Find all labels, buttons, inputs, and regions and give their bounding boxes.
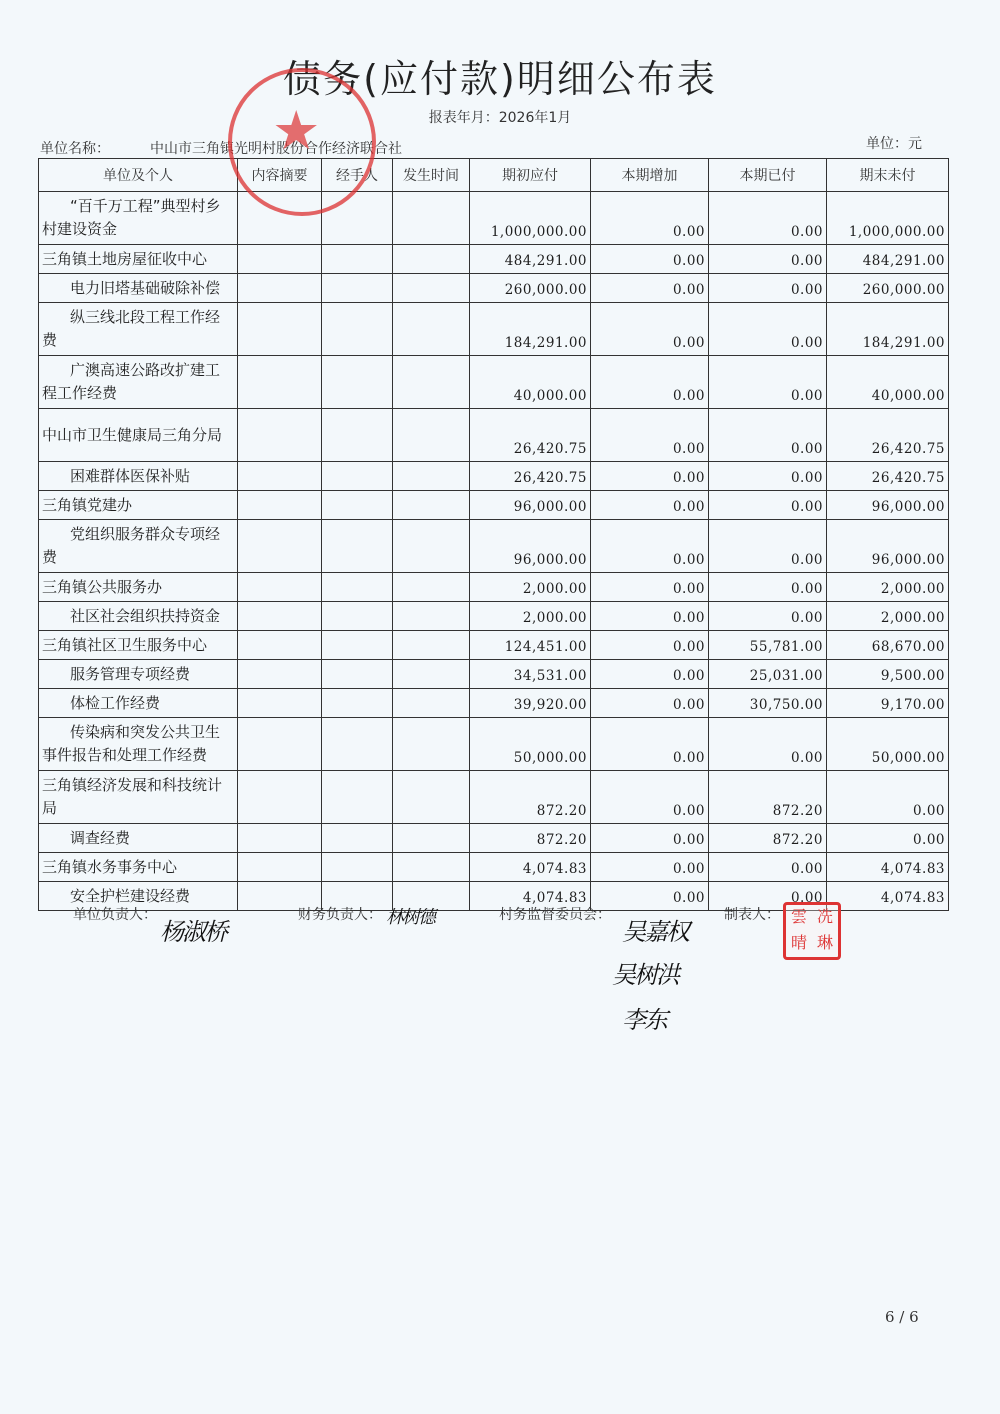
paid-cell: 0.00 bbox=[709, 409, 827, 462]
handler-cell bbox=[322, 771, 393, 824]
increase-cell: 0.00 bbox=[591, 274, 709, 303]
table-row bbox=[39, 245, 949, 274]
summary-cell bbox=[238, 192, 322, 245]
date-cell bbox=[393, 409, 470, 462]
date-cell bbox=[393, 631, 470, 660]
handler-cell bbox=[322, 718, 393, 771]
entity-cell: 广澳高速公路改扩建工程工作经费 bbox=[39, 356, 238, 409]
paid-cell: 0.00 bbox=[709, 853, 827, 882]
summary-cell bbox=[238, 631, 322, 660]
opening-cell: 4,074.83 bbox=[470, 882, 591, 911]
closing-cell: 2,000.00 bbox=[827, 573, 949, 602]
increase-cell: 0.00 bbox=[591, 303, 709, 356]
table-row bbox=[39, 853, 949, 882]
col-header-entity: 单位及个人 bbox=[39, 159, 238, 192]
closing-cell: 9,170.00 bbox=[827, 689, 949, 718]
handler-cell bbox=[322, 192, 393, 245]
date-cell bbox=[393, 573, 470, 602]
paid-cell: 0.00 bbox=[709, 491, 827, 520]
date-cell bbox=[393, 356, 470, 409]
table-row bbox=[39, 573, 949, 602]
period-label: 报表年月： bbox=[428, 110, 499, 126]
entity-cell: 三角镇经济发展和科技统计局 bbox=[39, 771, 238, 824]
paid-cell: 25,031.00 bbox=[709, 660, 827, 689]
entity-cell: 电力旧塔基础破除补偿 bbox=[39, 274, 238, 303]
preparer-seal-stamp bbox=[783, 902, 841, 960]
table-row bbox=[39, 303, 949, 356]
preparer-label: 制表人： bbox=[724, 907, 780, 923]
closing-cell: 0.00 bbox=[827, 824, 949, 853]
col-header-opening: 期初应付 bbox=[470, 159, 591, 192]
date-cell bbox=[393, 303, 470, 356]
handler-cell bbox=[322, 409, 393, 462]
col-header-increase: 本期增加 bbox=[591, 159, 709, 192]
entity-cell: 社区社会组织扶持资金 bbox=[39, 602, 238, 631]
handler-cell bbox=[322, 573, 393, 602]
opening-cell: 96,000.00 bbox=[470, 520, 591, 573]
unit-head-signature: 杨淑桥 bbox=[160, 918, 226, 946]
handler-cell bbox=[322, 356, 393, 409]
handler-cell bbox=[322, 660, 393, 689]
paid-cell: 0.00 bbox=[709, 245, 827, 274]
opening-cell: 4,074.83 bbox=[470, 853, 591, 882]
date-cell bbox=[393, 602, 470, 631]
opening-cell: 260,000.00 bbox=[470, 274, 591, 303]
summary-cell bbox=[238, 274, 322, 303]
supervision-label: 村务监督委员会： bbox=[499, 907, 611, 923]
opening-cell: 124,451.00 bbox=[470, 631, 591, 660]
increase-cell: 0.00 bbox=[591, 853, 709, 882]
paid-cell: 0.00 bbox=[709, 462, 827, 491]
entity-cell: 三角镇水务事务中心 bbox=[39, 853, 238, 882]
date-cell bbox=[393, 520, 470, 573]
opening-cell: 872.20 bbox=[470, 771, 591, 824]
handler-cell bbox=[322, 274, 393, 303]
handler-cell bbox=[322, 245, 393, 274]
increase-cell: 0.00 bbox=[591, 602, 709, 631]
table-row bbox=[39, 602, 949, 631]
closing-cell: 50,000.00 bbox=[827, 718, 949, 771]
supervision-committee bbox=[499, 904, 611, 924]
opening-cell: 34,531.00 bbox=[470, 660, 591, 689]
paid-cell: 872.20 bbox=[709, 771, 827, 824]
handler-cell bbox=[322, 824, 393, 853]
paid-cell: 0.00 bbox=[709, 303, 827, 356]
stamp-char: 冼 bbox=[816, 907, 833, 926]
increase-cell: 0.00 bbox=[591, 491, 709, 520]
summary-cell bbox=[238, 356, 322, 409]
handler-cell bbox=[322, 462, 393, 491]
unit-name-value: 中山市三角镇光明村股份合作经济联合社 bbox=[150, 141, 402, 157]
opening-cell: 1,000,000.00 bbox=[470, 192, 591, 245]
date-cell bbox=[393, 192, 470, 245]
entity-cell: 三角镇社区卫生服务中心 bbox=[39, 631, 238, 660]
closing-cell: 1,000,000.00 bbox=[827, 192, 949, 245]
supervision-signature-2: 吴树洪 bbox=[612, 961, 678, 989]
increase-cell: 0.00 bbox=[591, 462, 709, 491]
opening-cell: 484,291.00 bbox=[470, 245, 591, 274]
supervision-signature-3: 李东 bbox=[622, 1006, 666, 1034]
entity-cell: 党组织服务群众专项经费 bbox=[39, 520, 238, 573]
unit-name bbox=[40, 138, 402, 158]
table-row bbox=[39, 192, 949, 245]
opening-cell: 40,000.00 bbox=[470, 356, 591, 409]
unit-head-label: 单位负责人： bbox=[73, 907, 157, 923]
summary-cell bbox=[238, 520, 322, 573]
payables-table bbox=[38, 158, 949, 911]
closing-cell: 96,000.00 bbox=[827, 520, 949, 573]
table-row bbox=[39, 718, 949, 771]
table-row bbox=[39, 689, 949, 718]
handler-cell bbox=[322, 853, 393, 882]
summary-cell bbox=[238, 689, 322, 718]
handler-cell bbox=[322, 520, 393, 573]
increase-cell: 0.00 bbox=[591, 356, 709, 409]
entity-cell: 中山市卫生健康局三角分局 bbox=[39, 409, 238, 462]
increase-cell: 0.00 bbox=[591, 245, 709, 274]
entity-cell: 安全护栏建设经费 bbox=[39, 882, 238, 911]
entity-cell: 纵三线北段工程工作经费 bbox=[39, 303, 238, 356]
paid-cell: 0.00 bbox=[709, 718, 827, 771]
increase-cell: 0.00 bbox=[591, 409, 709, 462]
table-row bbox=[39, 771, 949, 824]
table-row bbox=[39, 520, 949, 573]
summary-cell bbox=[238, 573, 322, 602]
table-row bbox=[39, 631, 949, 660]
unit-name-label: 单位名称： bbox=[40, 141, 110, 157]
col-header-date: 发生时间 bbox=[393, 159, 470, 192]
stamp-char: 琳 bbox=[816, 933, 833, 952]
col-header-handler: 经手人 bbox=[322, 159, 393, 192]
handler-cell bbox=[322, 491, 393, 520]
star-icon: ★ bbox=[272, 99, 321, 162]
date-cell bbox=[393, 853, 470, 882]
date-cell bbox=[393, 274, 470, 303]
closing-cell: 96,000.00 bbox=[827, 491, 949, 520]
summary-cell bbox=[238, 853, 322, 882]
closing-cell: 40,000.00 bbox=[827, 356, 949, 409]
table-header-row bbox=[39, 159, 949, 192]
summary-cell bbox=[238, 462, 322, 491]
closing-cell: 26,420.75 bbox=[827, 462, 949, 491]
date-cell bbox=[393, 718, 470, 771]
paid-cell: 0.00 bbox=[709, 573, 827, 602]
closing-cell: 2,000.00 bbox=[827, 602, 949, 631]
entity-cell: 三角镇公共服务办 bbox=[39, 573, 238, 602]
date-cell bbox=[393, 824, 470, 853]
entity-cell: 三角镇党建办 bbox=[39, 491, 238, 520]
stamp-char: 晴 bbox=[790, 933, 807, 952]
table-row bbox=[39, 356, 949, 409]
finance-head bbox=[298, 904, 382, 924]
opening-cell: 2,000.00 bbox=[470, 573, 591, 602]
increase-cell: 0.00 bbox=[591, 824, 709, 853]
finance-head-signature: 林树德 bbox=[386, 907, 434, 928]
closing-cell: 26,420.75 bbox=[827, 409, 949, 462]
table-row bbox=[39, 274, 949, 303]
closing-cell: 68,670.00 bbox=[827, 631, 949, 660]
entity-cell: 调查经费 bbox=[39, 824, 238, 853]
entity-cell: 困难群体医保补贴 bbox=[39, 462, 238, 491]
date-cell bbox=[393, 245, 470, 274]
currency-unit: 单位：元 bbox=[866, 136, 922, 152]
increase-cell: 0.00 bbox=[591, 631, 709, 660]
summary-cell bbox=[238, 409, 322, 462]
summary-cell bbox=[238, 718, 322, 771]
paid-cell: 0.00 bbox=[709, 356, 827, 409]
handler-cell bbox=[322, 602, 393, 631]
summary-cell bbox=[238, 771, 322, 824]
date-cell bbox=[393, 689, 470, 718]
summary-cell bbox=[238, 491, 322, 520]
date-cell bbox=[393, 660, 470, 689]
col-header-closing: 期末未付 bbox=[827, 159, 949, 192]
increase-cell: 0.00 bbox=[591, 660, 709, 689]
handler-cell bbox=[322, 631, 393, 660]
paid-cell: 55,781.00 bbox=[709, 631, 827, 660]
increase-cell: 0.00 bbox=[591, 192, 709, 245]
table-row bbox=[39, 824, 949, 853]
opening-cell: 26,420.75 bbox=[470, 409, 591, 462]
opening-cell: 39,920.00 bbox=[470, 689, 591, 718]
col-header-summary: 内容摘要 bbox=[238, 159, 322, 192]
handler-cell bbox=[322, 303, 393, 356]
page-number: 6 / 6 bbox=[885, 1308, 919, 1326]
paid-cell: 0.00 bbox=[709, 274, 827, 303]
summary-cell bbox=[238, 245, 322, 274]
increase-cell: 0.00 bbox=[591, 771, 709, 824]
closing-cell: 4,074.83 bbox=[827, 853, 949, 882]
period-value: 2026年1月 bbox=[498, 110, 572, 126]
opening-cell: 96,000.00 bbox=[470, 491, 591, 520]
closing-cell: 4,074.83 bbox=[827, 882, 949, 911]
opening-cell: 2,000.00 bbox=[470, 602, 591, 631]
summary-cell bbox=[238, 602, 322, 631]
closing-cell: 0.00 bbox=[827, 771, 949, 824]
paid-cell: 0.00 bbox=[709, 602, 827, 631]
date-cell bbox=[393, 491, 470, 520]
date-cell bbox=[393, 771, 470, 824]
finance-head-label: 财务负责人： bbox=[298, 907, 382, 923]
closing-cell: 484,291.00 bbox=[827, 245, 949, 274]
opening-cell: 50,000.00 bbox=[470, 718, 591, 771]
increase-cell: 0.00 bbox=[591, 689, 709, 718]
entity-cell: 传染病和突发公共卫生事件报告和处理工作经费 bbox=[39, 718, 238, 771]
table-row bbox=[39, 660, 949, 689]
opening-cell: 26,420.75 bbox=[470, 462, 591, 491]
page-title: 债务(应付款)明细公布表 bbox=[283, 57, 717, 101]
paid-cell: 0.00 bbox=[709, 192, 827, 245]
stamp-char: 雲 bbox=[790, 907, 807, 926]
closing-cell: 184,291.00 bbox=[827, 303, 949, 356]
opening-cell: 184,291.00 bbox=[470, 303, 591, 356]
closing-cell: 9,500.00 bbox=[827, 660, 949, 689]
increase-cell: 0.00 bbox=[591, 573, 709, 602]
summary-cell bbox=[238, 660, 322, 689]
preparer bbox=[724, 904, 780, 924]
entity-cell: “百千万工程”典型村乡村建设资金 bbox=[39, 192, 238, 245]
paid-cell: 30,750.00 bbox=[709, 689, 827, 718]
summary-cell bbox=[238, 303, 322, 356]
summary-cell bbox=[238, 824, 322, 853]
col-header-paid: 本期已付 bbox=[709, 159, 827, 192]
supervision-signature-1: 吴嘉权 bbox=[622, 918, 688, 946]
table-row bbox=[39, 462, 949, 491]
opening-cell: 872.20 bbox=[470, 824, 591, 853]
increase-cell: 0.00 bbox=[591, 718, 709, 771]
closing-cell: 260,000.00 bbox=[827, 274, 949, 303]
entity-cell: 体检工作经费 bbox=[39, 689, 238, 718]
date-cell bbox=[393, 462, 470, 491]
entity-cell: 服务管理专项经费 bbox=[39, 660, 238, 689]
increase-cell: 0.00 bbox=[591, 882, 709, 911]
increase-cell: 0.00 bbox=[591, 520, 709, 573]
handler-cell bbox=[322, 689, 393, 718]
table-row bbox=[39, 409, 949, 462]
report-period bbox=[0, 107, 1000, 127]
unit-head bbox=[73, 904, 157, 924]
paid-cell: 0.00 bbox=[709, 520, 827, 573]
entity-cell: 三角镇土地房屋征收中心 bbox=[39, 245, 238, 274]
paid-cell: 872.20 bbox=[709, 824, 827, 853]
table-row bbox=[39, 491, 949, 520]
paid-cell: 0.00 bbox=[709, 882, 827, 911]
